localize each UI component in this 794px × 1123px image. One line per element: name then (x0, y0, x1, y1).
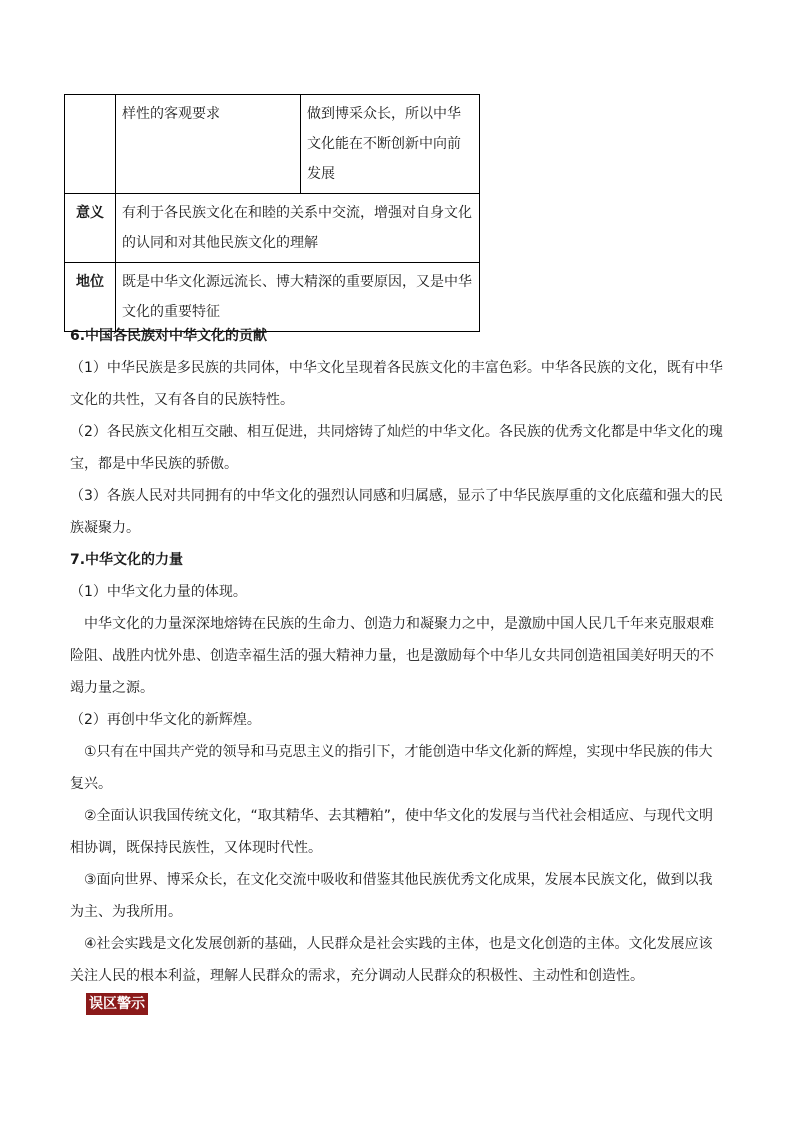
list-item: ④社会实践是文化发展创新的基础，人民群众是社会实践的主体，也是文化创造的主体。文化发展应该关注人民的根本利益，理解人民群众的需求，充分调动人民群众的积极性、主动性和创造性。 (70, 936, 713, 984)
list-item: ③面向世界、博采众长，在文化交流中吸收和借鉴其他民族优秀文化成果，发展本民族文化，做到以我为主、为我所用。 (70, 872, 713, 920)
sub-heading: （1）中华文化力量的体现。 (70, 584, 247, 600)
table-row (65, 194, 480, 263)
table-row-label: 意义 (65, 194, 116, 263)
table-cell: 有利于各民族文化在和睦的关系中交流，增强对自身文化的认同和对其他民族文化的理解 (116, 194, 480, 263)
table-row (65, 95, 480, 194)
sub-heading: （2）再创中华文化的新辉煌。 (70, 712, 261, 728)
paragraph: 中华文化的力量深深地熔铸在民族的生命力、创造力和凝聚力之中，是激励中国人民几千年来克服艰难险阻、战胜内忧外患、创造幸福生活的强大精神力量，也是激励每个中华儿女共同创造祖国美好明天的不竭力量之源。 (70, 616, 714, 696)
paragraph: （1）中华民族是多民族的共同体，中华文化呈现着各民族文化的丰富色彩。中华各民族的文化，既有中华文化的共性，又有各自的民族特性。 (70, 360, 723, 408)
paragraph: （3）各族人民对共同拥有的中华文化的强烈认同感和归属感，显示了中华民族厚重的文化底蕴和强大的民族凝聚力。 (70, 488, 723, 536)
table-cell: 既是中华文化源远流长、博大精深的重要原因，又是中华文化的重要特征 (116, 263, 480, 332)
section-6 (70, 320, 726, 544)
list-item: ②全面认识我国传统文化，“取其精华、去其糟粕”，使中华文化的发展与当代社会相适应、与现代文明相协调，既保持民族性，又体现时代性。 (70, 808, 714, 856)
section-heading: 7.中华文化的力量 (70, 552, 184, 568)
paragraph: （2）各民族文化相互交融、相互促进，共同熔铸了灿烂的中华文化。各民族的优秀文化都是中华文化的瑰宝，都是中华民族的骄傲。 (70, 424, 723, 472)
warning-label: 误区警示 (86, 993, 148, 1015)
section-7 (70, 544, 726, 992)
section-heading: 6.中国各民族对中华文化的贡献 (70, 328, 268, 344)
table-row-label: 地位 (65, 263, 116, 332)
culture-table (64, 94, 480, 332)
table-cell: 做到博采众长，所以中华文化能在不断创新中向前发展 (301, 95, 480, 194)
table-cell: 样性的客观要求 (116, 95, 301, 194)
table-row-label (65, 95, 116, 194)
list-item: ①只有在中国共产党的领导和马克思主义的指引下，才能创造中华文化新的辉煌，实现中华民族的伟大复兴。 (70, 744, 713, 792)
